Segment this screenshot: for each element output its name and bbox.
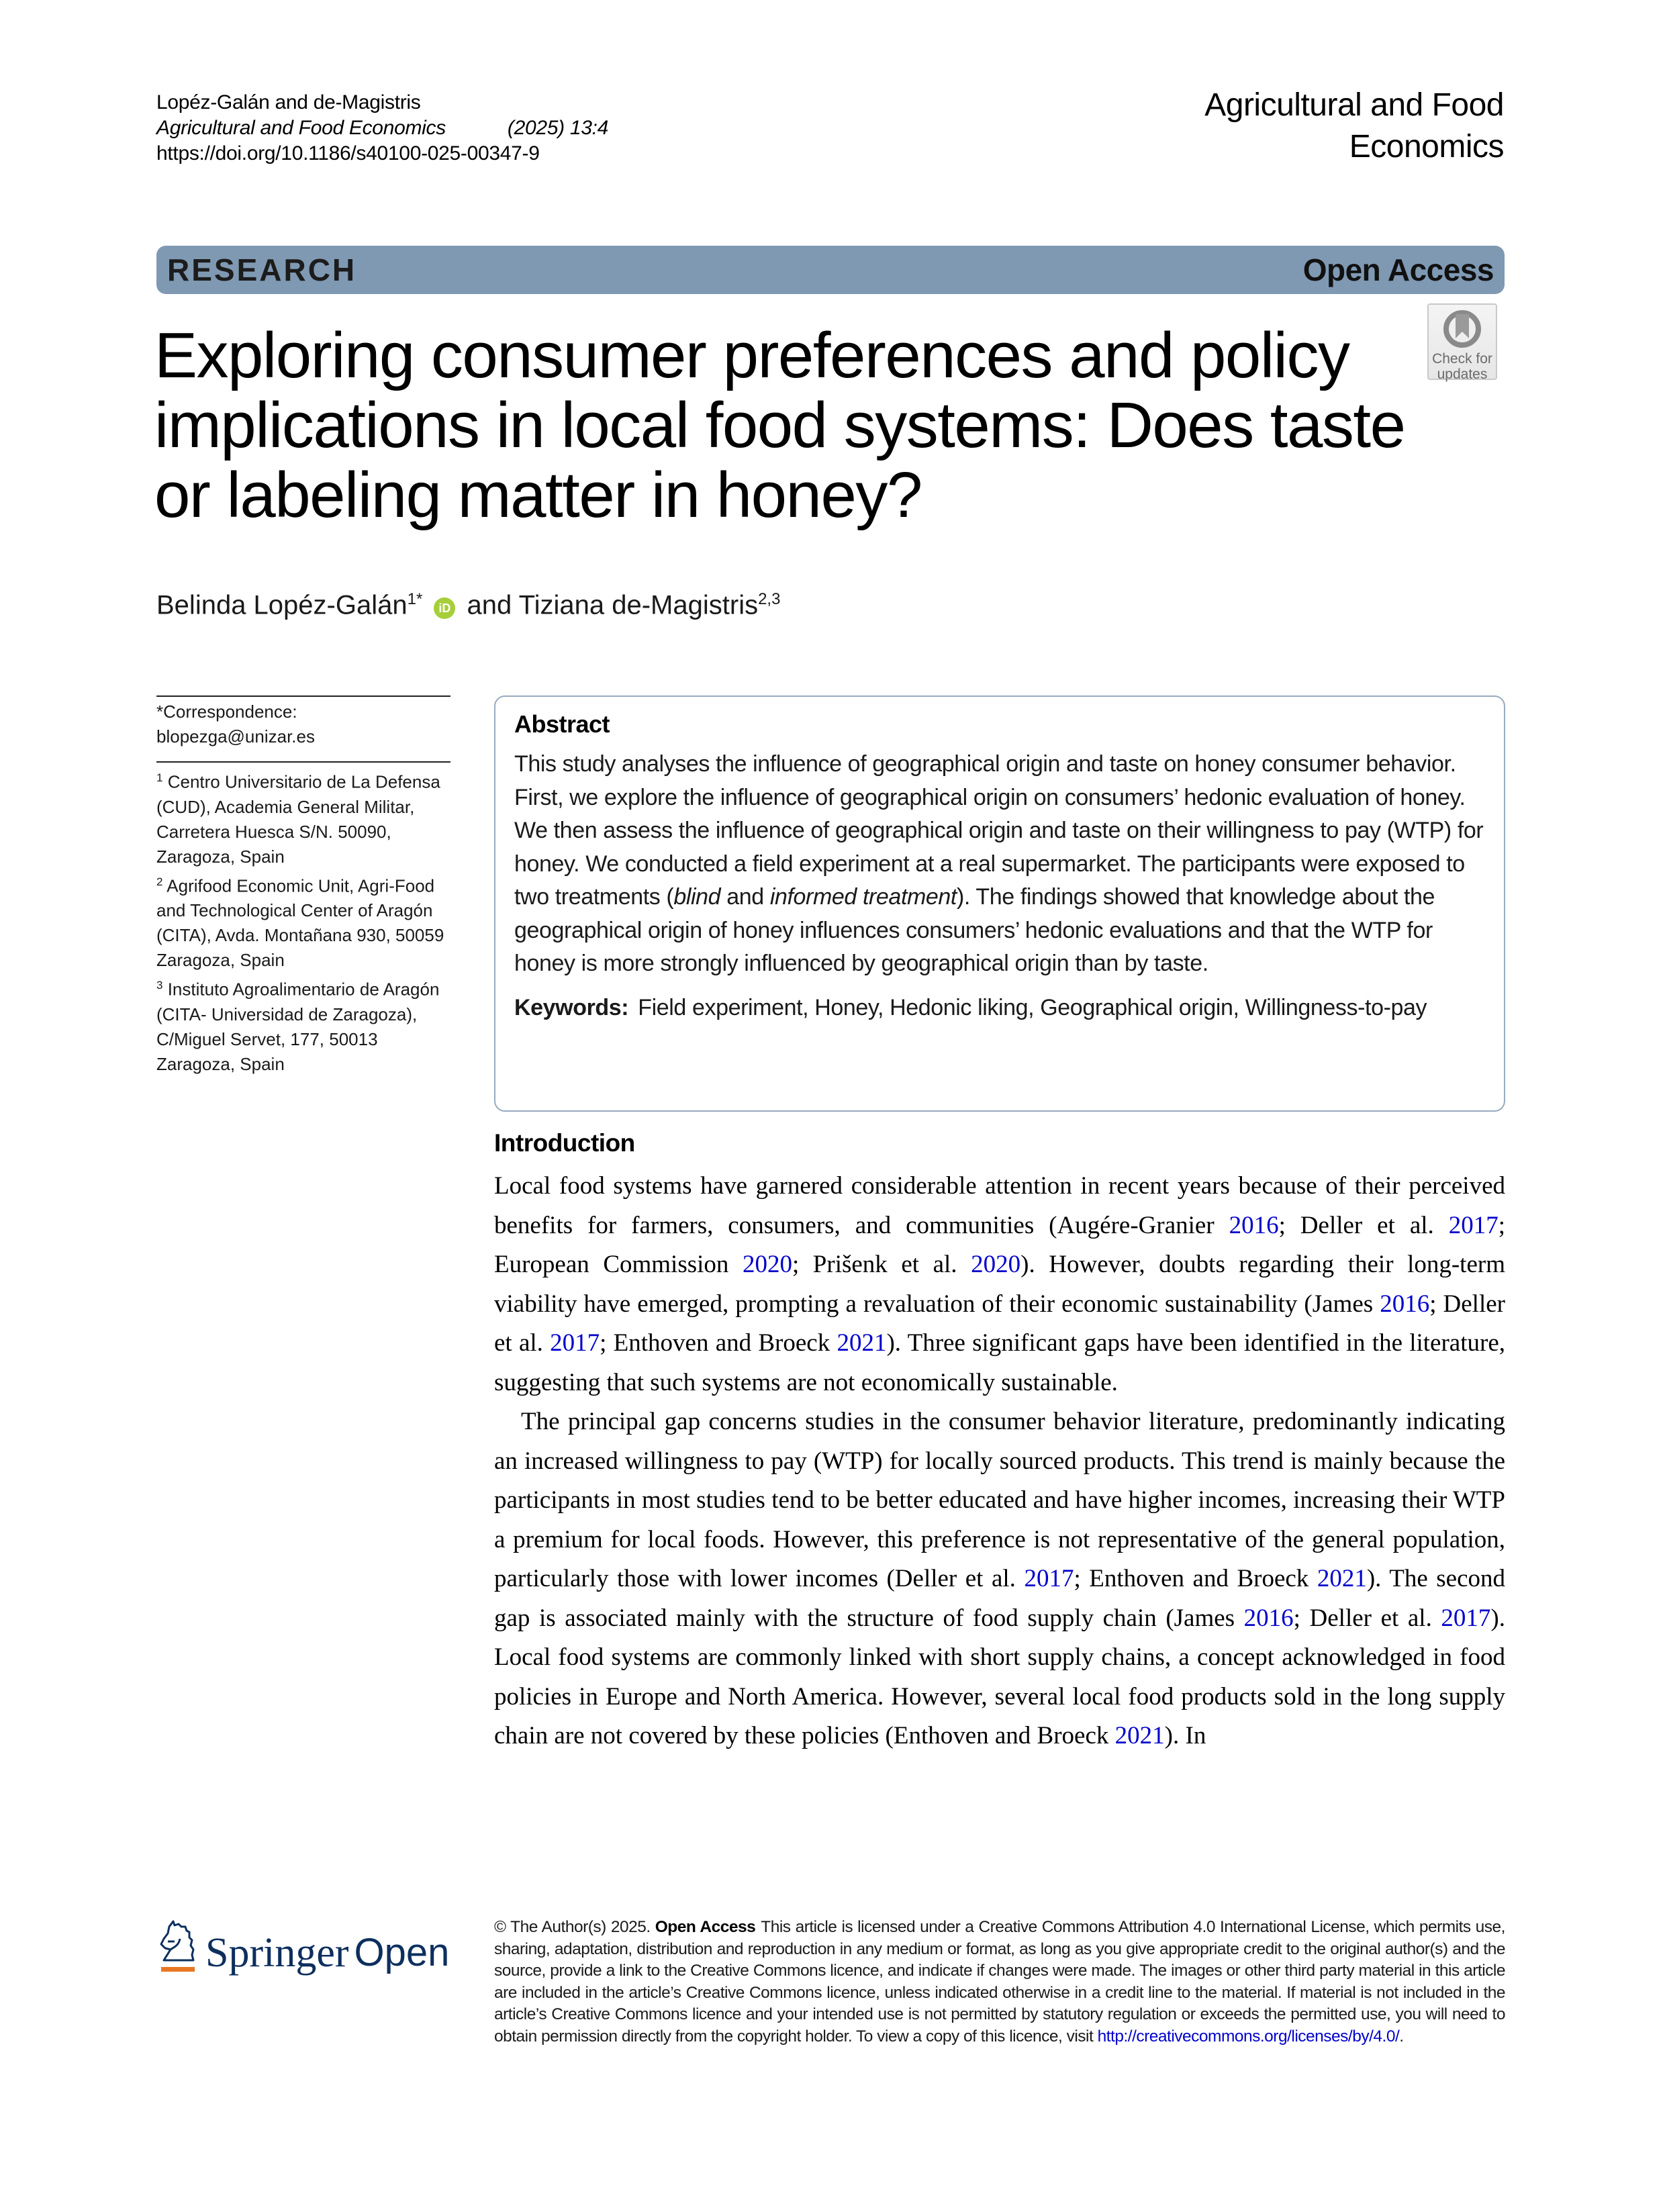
header-journal: Agricultural and Food Economics [156,117,446,139]
article-type: RESEARCH [167,252,357,287]
header-volume: (2025) 13:4 [507,117,609,139]
springer-open-logo[interactable] [158,1919,449,1974]
affiliation-item [156,869,450,973]
license-text: This article is licensed under a Creative Commons Attribution 4.0 International License, which permits use, sharing, adaptation, distribution and reproduction in any medium or format, as long as you give appropriate credit to the original author(s) and the source, provide a link to the Creative Commons licence, and indicate if changes were made. The images or other third party material in this article are included in the article’s Creative Commons licence, unless indicated otherwise in a credit line to the material. If material is not included in the article’s Creative Commons licence and your intended use is not permitted by statutory regulation or exceeds the permitted use, you will need to obtain permission directly from the copyright holder. To view a copy of this licence, visit [494,1918,1505,2046]
affiliation-list [156,763,450,1077]
paragraph-text: ). The second gap is associated mainly with the structure of food supply chain (James [494,1565,1505,1632]
article-title [154,321,1430,530]
copyright: © The Author(s) 2025. [494,1918,651,1936]
affiliation-item [156,765,450,869]
citation-link[interactable]: 2020 [742,1251,792,1278]
check-updates-label-1: Check for [1432,351,1492,367]
paragraph-text: Local food systems have garnered considerable attention in recent years because of their perceived benefits for farmers, consumers, and communities (Augére-Granier [494,1172,1505,1239]
author-affiliation-marker: 2,3 [758,590,781,608]
paragraph-text: ; Prišenk et al. [792,1251,971,1278]
affiliation-number: 2 [156,875,163,888]
citation-link[interactable]: 2016 [1380,1290,1430,1318]
citation-link[interactable]: 2017 [1448,1211,1498,1239]
running-header [156,90,608,166]
journal-brand-line2: Economics [1349,129,1504,164]
header-authors: Lopéz-Galán and de-Magistris [156,91,421,113]
header-doi-link[interactable]: https://doi.org/10.1186/s40100-025-00347-9 [156,142,540,164]
paragraph-text: ; Deller et al. [1293,1604,1441,1632]
paragraph-text: ; Enthoven and Broeck [1074,1565,1317,1592]
title-line-3: or labeling matter in honey? [154,459,922,531]
citation-link[interactable]: 2016 [1229,1211,1279,1239]
abstract-text-part: and [720,884,770,910]
citation-link[interactable]: 2021 [837,1329,887,1357]
citation-link[interactable]: 2017 [550,1329,600,1357]
affiliation-item [156,973,450,1077]
keywords-list: Field experiment, Honey, Hedonic liking, Geographical origin, Willingness-to-pay [638,994,1427,1020]
citation-link[interactable]: 2017 [1441,1604,1491,1632]
affiliations-sidebar [156,695,450,1077]
title-line-2: implications in local food systems: Does taste [154,389,1405,461]
abstract-text [514,748,1485,981]
paragraph-text: ; European Commission [494,1211,1505,1278]
orcid-icon[interactable]: iD [434,597,455,619]
author-connector: and [467,590,512,620]
abstract-italic-term: blind [673,884,721,910]
correspondence-label: *Correspondence: [156,702,297,722]
affiliation-text: Agrifood Economic Unit, Agri-Food and Technological Center of Aragón (CITA), Avda. Montañana 930, 50059 Zaragoza, Spain [156,875,444,971]
paragraph-text: ). In [1164,1722,1206,1749]
paragraph-text: The principal gap concerns studies in the consumer behavior literature, predominantly indicating an increased willingness to pay (WTP) for locally sourced products. This trend is mainly because the participants in most studies tend to be better educated and have higher incomes, increasing their WTP a premium for local foods. However, this preference is not representative of the general population, particularly those with lower incomes (Deller et al. [494,1408,1505,1592]
citation-link[interactable]: 2016 [1243,1604,1294,1632]
paragraph-text: ). However, doubts regarding their long-term viability have emerged, prompting a revaluation of their economic sustainability (James [494,1251,1505,1318]
correspondence [156,697,450,761]
affiliation-text: Instituto Agroalimentario de Aragón (CITA- Universidad de Zaragoza), C/Miguel Servet, 177, 50013 Zaragoza, Spain [156,979,440,1074]
correspondence-email-link[interactable]: blopezga@unizar.es [156,726,315,747]
author-list [156,583,780,622]
article-type-banner [156,246,1505,294]
journal-brand-line1: Agricultural and Food [1204,87,1504,123]
author-name[interactable]: Belinda Lopéz-Galán [156,590,408,620]
open-access-label: Open Access [1302,252,1494,287]
title-line-1: Exploring consumer preferences and policy [154,320,1349,391]
check-updates-label-2: updates [1437,367,1488,382]
paragraph-text: ). Local food systems are commonly linked with short supply chains, a concept acknowledged in food policies in Europe and North America. However, several local food products sold in the long supply chain are not covered by these policies (Enthoven and Broeck [494,1604,1505,1749]
citation-link[interactable]: 2021 [1317,1565,1367,1592]
citation-link[interactable]: 2021 [1114,1722,1165,1749]
abstract-box [494,695,1505,1112]
abstract-italic-term: informed treatment [769,884,957,910]
bookmark-circle-icon [1443,309,1482,350]
keywords [514,992,1485,1025]
paragraph [494,1167,1505,1402]
license-link[interactable]: http://creativecommons.org/licenses/by/4.0/ [1097,2027,1400,2046]
introduction-body [494,1167,1505,1756]
keywords-label: Keywords: [514,994,629,1020]
affiliation-number: 3 [156,979,163,992]
paragraph-text: ). Three significant gaps have been identified in the literature, suggesting that such systems are not economically sustainable. [494,1329,1506,1396]
section-heading-introduction: Introduction [494,1129,635,1157]
publisher-name: Springer [205,1930,349,1976]
citation-link[interactable]: 2017 [1024,1565,1074,1592]
license-end: . [1399,2027,1404,2046]
citation-link[interactable]: 2020 [971,1251,1021,1278]
springer-horse-icon [158,1919,196,1974]
check-for-updates-button[interactable] [1427,303,1497,380]
paragraph-text: ; Deller et al. [494,1290,1505,1357]
publisher-name-suffix: Open [354,1931,450,1974]
abstract-text-part: ). The findings showed that knowledge about the geographical origin of honey influences consumers’ hedonic evaluations and that the WTP for honey is more strongly influenced by geographical origin than by taste. [514,884,1435,976]
affiliation-text: Centro Universitario de La Defensa (CUD), Academia General Militar, Carretera Huesca S/N. 50090, Zaragoza, Spain [156,771,440,867]
affiliation-number: 1 [156,771,163,784]
header-journal-line [156,115,608,141]
paragraph-text: ; Deller et al. [1278,1211,1449,1239]
paragraph-text: ; Enthoven and Broeck [600,1329,837,1357]
author-affiliation-marker: 1* [407,590,423,608]
abstract-heading: Abstract [514,710,610,738]
paragraph [494,1402,1505,1756]
journal-brand [1204,85,1504,168]
abstract-text-part: This study analyses the influence of geographical origin and taste on honey consumer behavior. First, we explore the influence of geographical origin on consumers’ hedonic evaluation of honey. We then assess the influence of geographical origin and taste on their willingness to pay (WTP) for honey. We conducted a field experiment at a real supermarket. The participants were exposed to two treatments ( [514,751,1484,910]
author-name[interactable]: Tiziana de-Magistris [518,590,759,620]
license-notice [494,1917,1505,2048]
license-open-access-label: Open Access [655,1918,756,1936]
